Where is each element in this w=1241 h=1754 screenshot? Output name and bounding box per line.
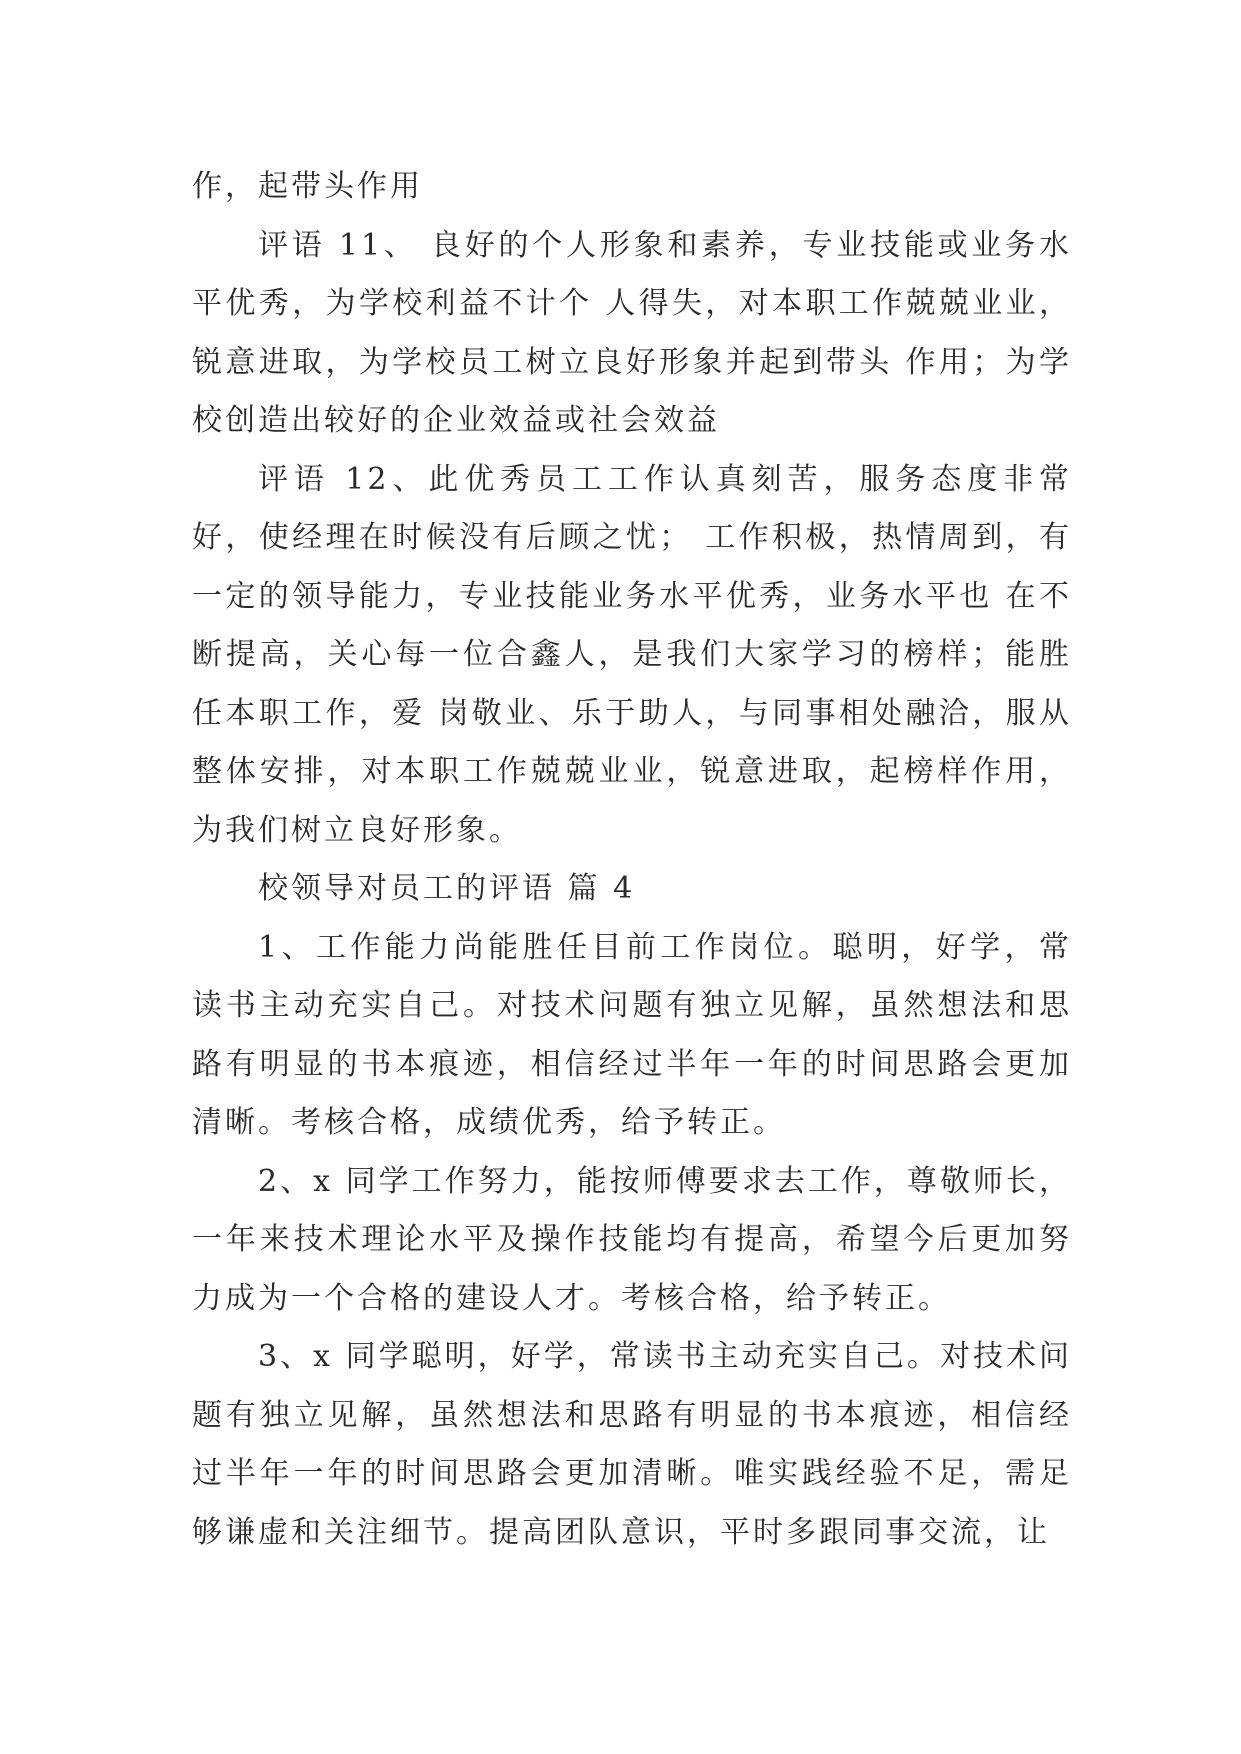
paragraph-continuation: 作，起带头作用 (192, 169, 423, 204)
section-heading: 校领导对员工的评语 篇 4 (258, 871, 636, 906)
paragraph-item-1: 1、工作能力尚能胜任目前工作岗位。聪明，好学，常读书主动充实自己。对技术问题有独立见解，虽然想法和思路有明显的书本痕迹，相信经过半年一年的时间思路会更加清晰。考核合格，成绩优秀，给予转正。 (192, 929, 1072, 1140)
paragraph-comment-12: 评语 12、此优秀员工工作认真刻苦，服务态度非常好，使经理在时候没有后顾之忧； 工作积极，热情周到，有一定的领导能力，专业技能业务水平优秀，业务水平也 在不断提高，关心每一位合鑫人，是我们大家学习的榜样；能胜任本职工作，爱 岗敬业、乐于助人，与同事相处融洽，服从整体安排，对本职工作兢兢业业，锐意进取，起榜样作用，为我们树立良好形象。 (192, 461, 1072, 848)
paragraph-item-2: 2、x 同学工作努力，能按师傅要求去工作，尊敬师长，一年来技术理论水平及操作技能均有提高，希望今后更加努力成为一个合格的建设人才。考核合格，给予转正。 (192, 1163, 1072, 1316)
paragraph-item-3: 3、x 同学聪明，好学，常读书主动充实自己。对技术问题有独立见解，虽然想法和思路有明显的书本痕迹，相信经过半年一年的时间思路会更加清晰。唯实践经验不足，需足够谦虚和关注细节。提高团队意识，平时多跟同事交流，让 (192, 1339, 1072, 1550)
paragraph-comment-11: 评语 11、 良好的个人形象和素养，专业技能或业务水平优秀，为学校利益不计个 人得失，对本职工作兢兢业业，锐意进取，为学校员工树立良好形象并起到带头 作用；为学校创造出较好的企业效益或社会效益 (192, 227, 1072, 438)
document-body (192, 158, 1072, 1562)
